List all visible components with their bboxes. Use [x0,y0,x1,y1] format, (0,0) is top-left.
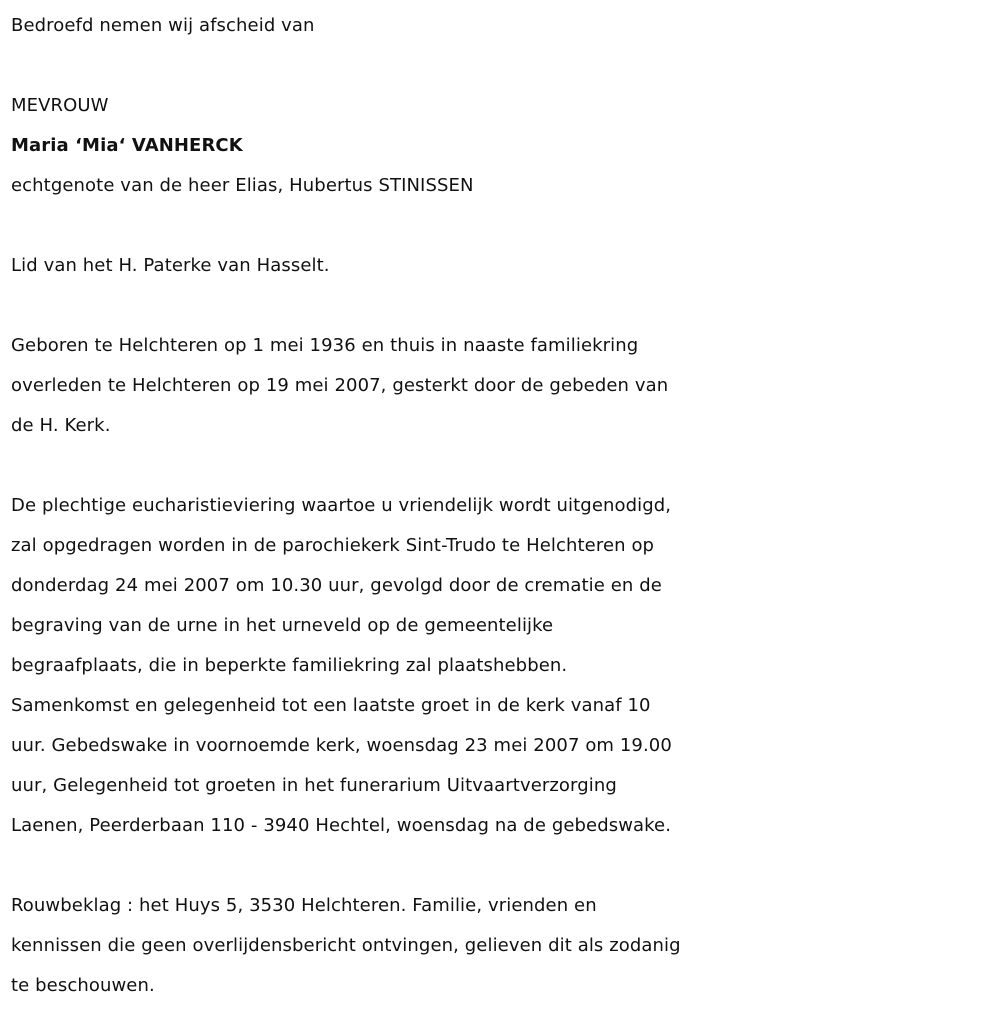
spacer [11,46,996,86]
spacer [11,286,996,326]
condolence-paragraph [11,886,996,1006]
paragraph-line: uur. Gebedswake in voornoemde kerk, woensdag 23 mei 2007 om 19.00 [11,735,672,756]
paragraph-line: Rouwbeklag : het Huys 5, 3530 Helchteren. Familie, vrienden en [11,895,597,916]
paragraph-line: overleden te Helchteren op 19 mei 2007, gesterkt door de gebeden van [11,375,669,396]
paragraph-line: kennissen die geen overlijdensbericht ontvingen, gelieven dit als zodanig [11,935,681,956]
paragraph-line: Samenkomst en gelegenheid tot een laatste groet in de kerk vanaf 10 [11,695,651,716]
birth-death-paragraph [11,326,996,446]
title-line: MEVROUW [11,95,109,116]
paragraph-line: te beschouwen. [11,975,155,996]
paragraph-line: zal opgedragen worden in de parochiekerk Sint-Trudo te Helchteren op [11,535,655,556]
spacer [11,206,996,246]
paragraph-line: Geboren te Helchteren op 1 mei 1936 en thuis in naaste familiekring [11,335,639,356]
spouse-line: echtgenote van de heer Elias, Hubertus STINISSEN [11,175,474,196]
membership-line: Lid van het H. Paterke van Hasselt. [11,255,330,276]
paragraph-line: begraafplaats, die in beperkte familiekring zal plaatshebben. [11,655,568,676]
spacer [11,846,996,886]
paragraph-line: uur, Gelegenheid tot groeten in het funerarium Uitvaartverzorging [11,775,617,796]
intro-line: Bedroefd nemen wij afscheid van [11,15,315,36]
paragraph-line: de H. Kerk. [11,415,111,436]
deceased-name: Maria ‘Mia‘ VANHERCK [11,135,243,156]
ceremony-paragraph [11,486,996,846]
obituary-notice [11,6,996,1006]
paragraph-line: De plechtige eucharistieviering waartoe u vriendelijk wordt uitgenodigd, [11,495,672,516]
paragraph-line: Laenen, Peerderbaan 110 - 3940 Hechtel, woensdag na de gebedswake. [11,815,672,836]
spacer [11,446,996,486]
paragraph-line: begraving van de urne in het urneveld op de gemeentelijke [11,615,554,636]
paragraph-line: donderdag 24 mei 2007 om 10.30 uur, gevolgd door de crematie en de [11,575,662,596]
